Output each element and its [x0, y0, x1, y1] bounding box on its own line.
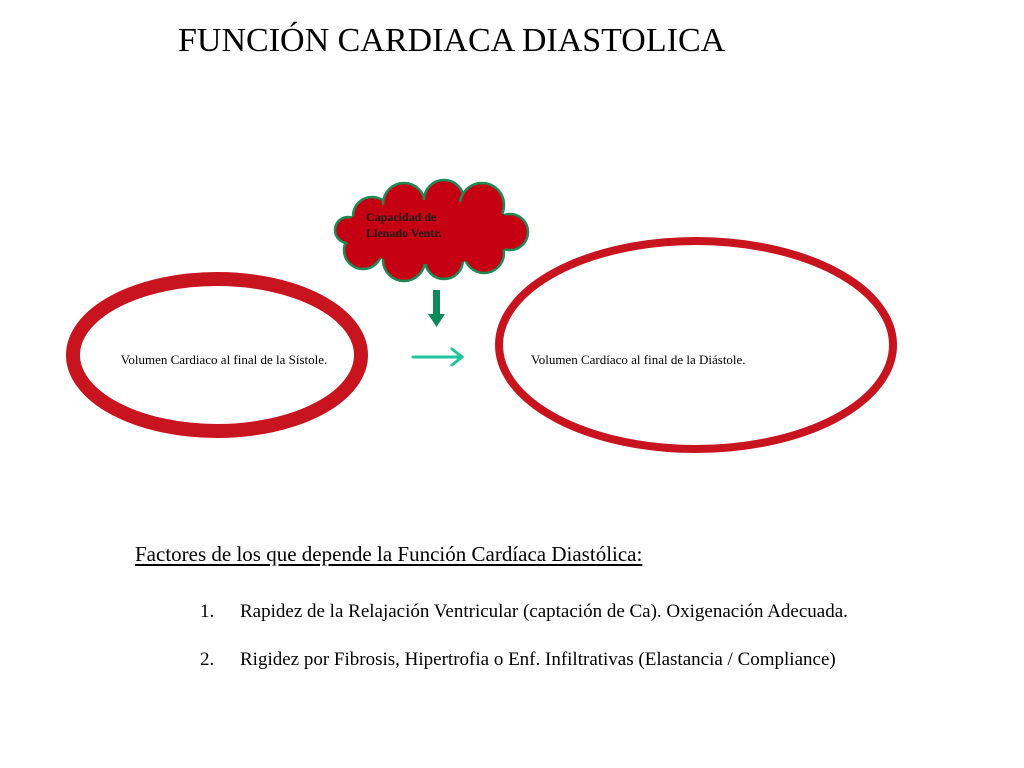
diastole-ring	[499, 241, 893, 449]
arrow-right-icon	[413, 349, 462, 365]
factor-number: 1.	[200, 601, 215, 622]
factors-heading: Factores de los que depende la Función Cardíaca Diastólica:	[135, 542, 643, 566]
factor-number: 2.	[200, 649, 215, 670]
slide-title: FUNCIÓN CARDIACA DIASTOLICA	[178, 22, 726, 59]
factor-text: Rigidez por Fibrosis, Hipertrofia o Enf. Infiltrativas (Elastancia / Compliance)	[240, 649, 836, 670]
diastole-volume-label: Volumen Cardíaco al final de la Diástole.	[531, 352, 746, 367]
factor-item	[200, 649, 836, 671]
factor-item	[200, 601, 848, 623]
systole-volume-label: Volumen Cardiaco al final de la Sístole.	[120, 352, 328, 367]
filling-capacity-label: Capacidad de Llenado Ventr.	[366, 210, 442, 240]
arrow-down-icon	[428, 290, 445, 327]
factor-text: Rapidez de la Relajación Ventricular (captación de Ca). Oxigenación Adecuada.	[240, 601, 848, 622]
